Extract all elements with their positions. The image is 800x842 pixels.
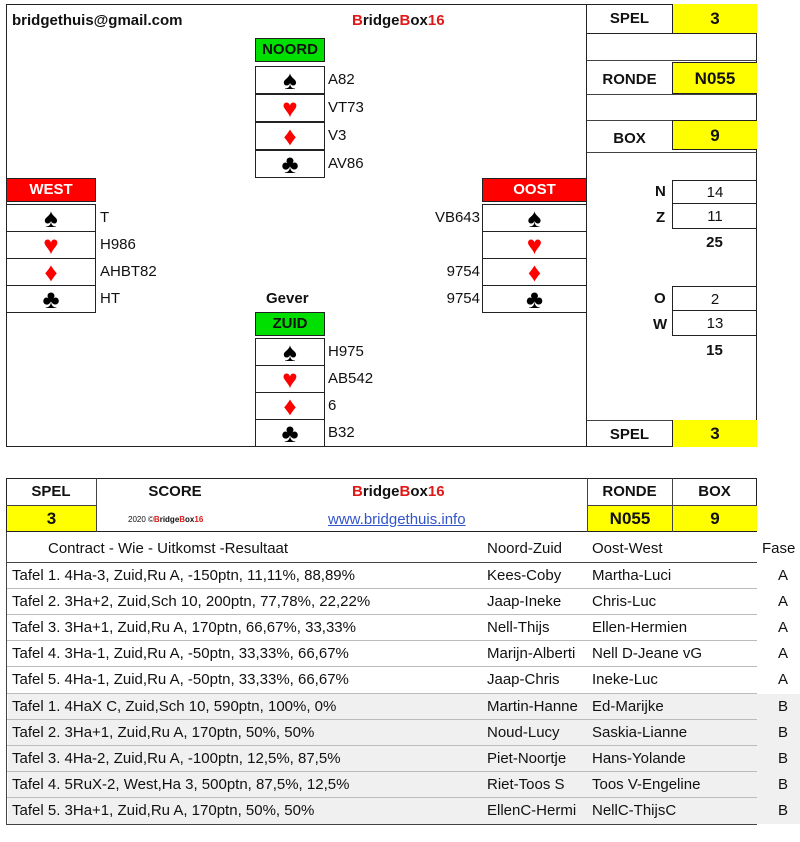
west-heart-icon: ♥ <box>6 231 96 259</box>
divider <box>6 745 757 746</box>
brand-title: BridgeBox16 <box>352 12 445 29</box>
row-noord-zuid: Riet-Toos S <box>487 776 565 793</box>
ronde-label: RONDE <box>602 71 657 88</box>
row-contract: Tafel 3. 3Ha+1, Zuid,Ru A, 170ptn, 66,67%, 33,33% <box>12 619 356 636</box>
spel-value-bottom: 3 <box>672 420 757 447</box>
row-noord-zuid: Jaap-Ineke <box>487 593 562 610</box>
divider <box>6 640 757 641</box>
divider <box>6 824 757 825</box>
row-fase: A <box>778 671 789 688</box>
ow-total: 15 <box>706 342 723 359</box>
n-label: N <box>655 183 666 200</box>
zuid-diamond-icon: ♦ <box>255 392 325 420</box>
oost-clubs: 9754 <box>446 290 480 307</box>
zuid-spade-icon: ♠ <box>255 338 325 366</box>
oost-diamond-icon: ♦ <box>482 258 587 286</box>
divider <box>6 719 757 720</box>
divider <box>96 478 97 532</box>
divider <box>587 94 757 95</box>
row-oost-west: Martha-Luci <box>592 567 672 584</box>
noord-spades: A82 <box>328 71 355 88</box>
table-row <box>8 641 800 667</box>
row-noord-zuid: Jaap-Chris <box>487 671 560 688</box>
copyright: 2020 ©BridgeBox16 <box>128 515 204 524</box>
row-noord-zuid: Kees-Coby <box>487 567 562 584</box>
z-score: 11 <box>672 204 757 229</box>
divider <box>6 588 757 589</box>
box-value: 9 <box>672 120 757 150</box>
divider <box>6 693 757 694</box>
dealer-label: Gever <box>266 290 309 307</box>
zuid-club-icon: ♣ <box>255 419 325 447</box>
o-label: O <box>654 290 666 307</box>
score-ronde-label: RONDE <box>602 483 657 500</box>
row-noord-zuid: Piet-Noortje <box>487 750 567 767</box>
o-score: 2 <box>672 286 757 311</box>
row-fase: B <box>778 698 789 715</box>
table-row <box>8 772 800 798</box>
box-label: BOX <box>613 130 646 147</box>
row-oost-west: NellC-ThijsC <box>592 802 677 819</box>
divider <box>6 797 757 798</box>
zuid-hearts: AB542 <box>328 370 374 387</box>
west-diamonds: AHBT82 <box>100 263 157 280</box>
noord-diamond-icon: ♦ <box>255 122 325 150</box>
score-spel-label: SPEL <box>31 483 71 500</box>
oost-diamonds: 9754 <box>446 263 480 280</box>
email-address: bridgethuis@gmail.com <box>12 12 183 29</box>
table-row <box>8 720 800 746</box>
row-contract: Tafel 3. 4Ha-2, Zuid,Ru A, -100ptn, 12,5%, 87,5% <box>12 750 341 767</box>
table-row <box>8 694 800 720</box>
divider <box>587 60 757 61</box>
row-oost-west: Ellen-Hermien <box>592 619 688 636</box>
score-brand: BridgeBox16 <box>352 483 445 500</box>
row-oost-west: Ed-Marijke <box>592 698 664 715</box>
noord-clubs: AV86 <box>328 155 364 172</box>
row-fase: B <box>778 802 789 819</box>
row-contract: Tafel 4. 3Ha-1, Zuid,Ru A, -50ptn, 33,33%, 66,67% <box>12 645 349 662</box>
zuid-spades: H975 <box>328 343 364 360</box>
oost-spades: VB643 <box>434 209 480 226</box>
divider <box>6 614 757 615</box>
divider <box>6 532 7 824</box>
west-clubs: HT <box>100 290 120 307</box>
w-label: W <box>653 316 668 333</box>
zuid-diamonds: 6 <box>328 397 337 414</box>
zuid-label: ZUID <box>255 312 325 336</box>
row-contract: Tafel 4. 5RuX-2, West,Ha 3, 500ptn, 87,5%, 12,5% <box>12 776 350 793</box>
oost-heart-icon: ♥ <box>482 231 587 259</box>
row-noord-zuid: Martin-Hanne <box>487 698 578 715</box>
row-contract: Tafel 1. 4Ha-3, Zuid,Ru A, -150ptn, 11,11%, 88,89% <box>12 567 355 584</box>
noord-hearts: VT73 <box>328 99 364 116</box>
row-noord-zuid: Noud-Lucy <box>487 724 560 741</box>
website-link[interactable]: www.bridgethuis.info <box>328 511 466 528</box>
table-row <box>8 798 800 824</box>
score-spel-value: 3 <box>7 506 96 531</box>
row-oost-west: Hans-Yolande <box>592 750 686 767</box>
nz-total: 25 <box>706 234 723 251</box>
row-fase: B <box>778 776 789 793</box>
col-oost-west: Oost-West <box>592 540 663 557</box>
row-contract: Tafel 2. 3Ha+1, Zuid,Ru A, 170ptn, 50%, 50% <box>12 724 315 741</box>
west-hearts: H986 <box>100 236 136 253</box>
spel-value: 3 <box>672 4 757 34</box>
west-spade-icon: ♠ <box>6 204 96 232</box>
row-fase: A <box>778 593 789 610</box>
row-fase: A <box>778 619 789 636</box>
row-fase: B <box>778 750 789 767</box>
row-contract: Tafel 2. 3Ha+2, Zuid,Sch 10, 200ptn, 77,78%, 22,22% <box>12 593 371 610</box>
col-contract: Contract - Wie - Uitkomst -Resultaat <box>48 540 289 557</box>
west-spades: T <box>100 209 110 226</box>
west-diamond-icon: ♦ <box>6 258 96 286</box>
row-oost-west: Saskia-Lianne <box>592 724 688 741</box>
west-label: WEST <box>6 178 96 202</box>
score-box-value: 9 <box>673 506 757 531</box>
row-oost-west: Nell D-Jeane vG <box>592 645 703 662</box>
row-contract: Tafel 5. 4Ha-1, Zuid,Ru A, -50ptn, 33,33%, 66,67% <box>12 671 349 688</box>
w-score: 13 <box>672 311 757 336</box>
row-noord-zuid: EllenC-Hermi <box>487 802 577 819</box>
row-fase: A <box>778 567 789 584</box>
row-contract: Tafel 1. 4HaX C, Zuid,Sch 10, 590ptn, 100%, 0% <box>12 698 337 715</box>
divider <box>6 771 757 772</box>
table-row <box>8 563 800 589</box>
zuid-clubs: B32 <box>328 424 355 441</box>
score-title: SCORE <box>148 483 202 500</box>
table-row <box>8 746 800 772</box>
score-box-label: BOX <box>698 483 731 500</box>
spel-label: SPEL <box>587 4 672 34</box>
n-score: 14 <box>672 180 757 204</box>
col-noord-zuid: Noord-Zuid <box>487 540 563 557</box>
spel-label-bottom: SPEL <box>609 426 650 443</box>
row-oost-west: Chris-Luc <box>592 593 657 610</box>
row-oost-west: Ineke-Luc <box>592 671 658 688</box>
col-fase: Fase <box>762 540 796 557</box>
divider <box>587 152 757 153</box>
divider <box>6 666 757 667</box>
oost-spade-icon: ♠ <box>482 204 587 232</box>
west-club-icon: ♣ <box>6 285 96 313</box>
oost-club-icon: ♣ <box>482 285 587 313</box>
noord-label: NOORD <box>255 38 325 62</box>
ronde-value: N055 <box>672 62 757 94</box>
noord-club-icon: ♣ <box>255 150 325 178</box>
oost-label: OOST <box>482 178 587 202</box>
table-row <box>8 615 800 641</box>
row-oost-west: Toos V-Engeline <box>592 776 701 793</box>
noord-heart-icon: ♥ <box>255 94 325 122</box>
table-row <box>8 589 800 615</box>
noord-spade-icon: ♠ <box>255 66 325 94</box>
row-fase: A <box>778 645 789 662</box>
noord-diamonds: V3 <box>328 127 347 144</box>
row-contract: Tafel 5. 3Ha+1, Zuid,Ru A, 170ptn, 50%, 50% <box>12 802 315 819</box>
score-ronde-value: N055 <box>588 506 672 531</box>
row-fase: B <box>778 724 789 741</box>
row-noord-zuid: Nell-Thijs <box>487 619 550 636</box>
table-row <box>8 667 800 693</box>
z-label: Z <box>656 209 666 226</box>
zuid-heart-icon: ♥ <box>255 365 325 393</box>
row-noord-zuid: Marijn-Alberti <box>487 645 576 662</box>
